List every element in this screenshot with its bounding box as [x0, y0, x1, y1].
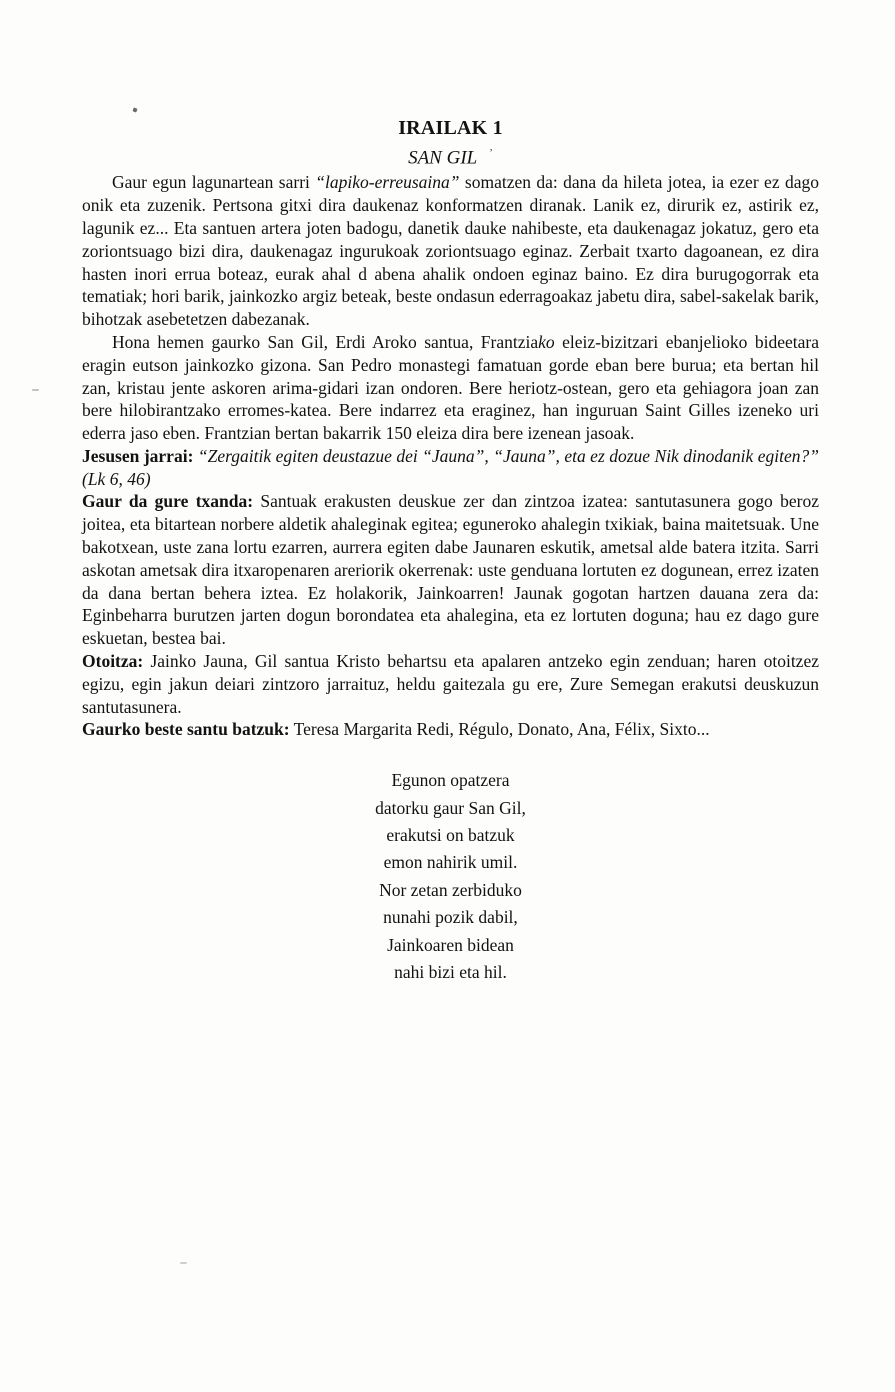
jesusen-jarrai-quote: “Zergaitik egiten deustazue dei “Jauna”, “Jauna”, eta ez dozue Nik dinodanik egiten?” (Lk 6, 46)	[82, 445, 819, 489]
poem-line: Egunon opatzera	[391, 770, 510, 791]
scan-artifact-dash	[180, 1262, 187, 1264]
poem-line: nahi bizi eta hil.	[394, 962, 507, 983]
poem-line: Jainkoaren bidean	[387, 934, 514, 955]
scan-artifact-speck	[132, 107, 137, 112]
san-gil-italic-ko: ko	[538, 331, 555, 352]
paragraph-san-gil	[82, 331, 819, 445]
san-gil-text-2: eleiz-bizitzari ebanjelioko bideetara eragin eutson jainkozko gizona. San Pedro monastegi famatuan gorde eban bere burua; eta bertan hil zan, kristau jente askoren arima-gidari izan ondoren. Bere heriotz-ostean, gero eta gehiagora joan zan bere hilobirantzako erromes-katea. Bere indarrez eta eraginez, han inguruan Saint Gilles izeneko uri ederra jaso eben. Frantzian bertan bakarrik 150 eleiza dira bere izenean jasoak.	[82, 331, 819, 444]
section-jesusen-jarrai	[82, 445, 819, 491]
txanda-text: Santuak erakusten deuskue zer dan zintzoa izatea: santutasunera gogo beroz joitea, eta bitartean norbere aldetik ahaleginak egitea; eguneroko ahalegin txikiak, baina maitetsuak. Une bakotxean, uste zana lortu ezarren, aurrera egiten dabe Jaunaren eskutik, ametsal alde batera itzita. Sarri askotan ametsak dira itxaropenaren areriorik okerrenak: uste genduana lortuten ez dogunean, errez izaten da dana bertan behera iztea. Ez holakorik, Jainkoarren! Jaunak gogotan hartzen dauana zera da: Eginbeharra burutzen jarten dogun borondatea eta ahalegina, eta ez lortuten doguna; hau ez dago gure eskuetan, bestea bai.	[82, 491, 819, 649]
beste-santuak-text: Teresa Margarita Redi, Régulo, Donato, Ana, Félix, Sixto...	[289, 719, 710, 740]
page-title: IRAILAK 1	[398, 117, 503, 139]
subtitle-footnote-mark: ’	[489, 147, 493, 159]
scan-artifact-dash	[32, 389, 39, 391]
poem-line: Nor zetan zerbiduko	[379, 879, 522, 900]
intro-quoted-term: “lapiko-erreusaina”	[315, 172, 460, 193]
intro-text-after: somatzen da: dana da hileta jotea, ia ezer ez dago onik eta zuzenik. Pertsona gitxi dira daukenaz konformatzen diranak. Lanik ez, dirurik ez, astirik ez, lagunik ez... Eta santuen artera joten badogu, danetik dauke nahibeste, eta daukenagaz jokatuz, gero eta zoriontsuago bizi dira, daukenagaz ingurukoak zoriontsuago eginaz. Zerbait txarto dagoanean, ez dira hasten inori errua boteaz, eurak ahal d abena ahalik ondoen eginaz baino. Ez dira burugogorrak eta tematiak; hori barik, jainkozko argiz beteak, beste ondasun ederragoakaz jabetu dira, sabel-sakelak barik, bihotzak asebetetzen dabezanak.	[82, 172, 819, 330]
page-content	[82, 116, 819, 987]
san-gil-text-1: Hona hemen gaurko San Gil, Erdi Aroko santua, Frantzia	[112, 331, 539, 352]
poem	[82, 767, 819, 986]
section-otoitza	[82, 650, 819, 718]
page-subtitle	[82, 140, 819, 171]
txanda-label: Gaur da gure txanda:	[82, 491, 254, 512]
section-gaur-da-gure-txanda	[82, 490, 819, 650]
beste-santuak-label: Gaurko beste santu batzuk:	[82, 719, 290, 740]
poem-line: erakutsi on batzuk	[386, 825, 515, 846]
poem-line: datorku gaur San Gil,	[375, 797, 526, 818]
poem-line: nunahi pozik dabil,	[383, 907, 518, 928]
paragraph-intro	[82, 171, 819, 331]
otoitza-label: Otoitza:	[82, 651, 144, 672]
intro-text-before: Gaur egun lagunartean sarri	[112, 172, 316, 193]
subtitle-text: SAN GIL	[408, 147, 478, 169]
poem-line: emon nahirik umil.	[383, 852, 518, 873]
jesusen-jarrai-label: Jesusen jarrai:	[82, 445, 194, 466]
section-beste-santuak	[82, 718, 819, 741]
otoitza-text: Jainko Jauna, Gil santua Kristo behartsu eta apalaren antzeko egin zenduan; haren otoitzez egizu, egin jakun deiari zintzoro jarraituz, heldu gaitezala gu ere, Zure Semegan erakutsi deuskuzun santutasunera.	[82, 651, 819, 717]
